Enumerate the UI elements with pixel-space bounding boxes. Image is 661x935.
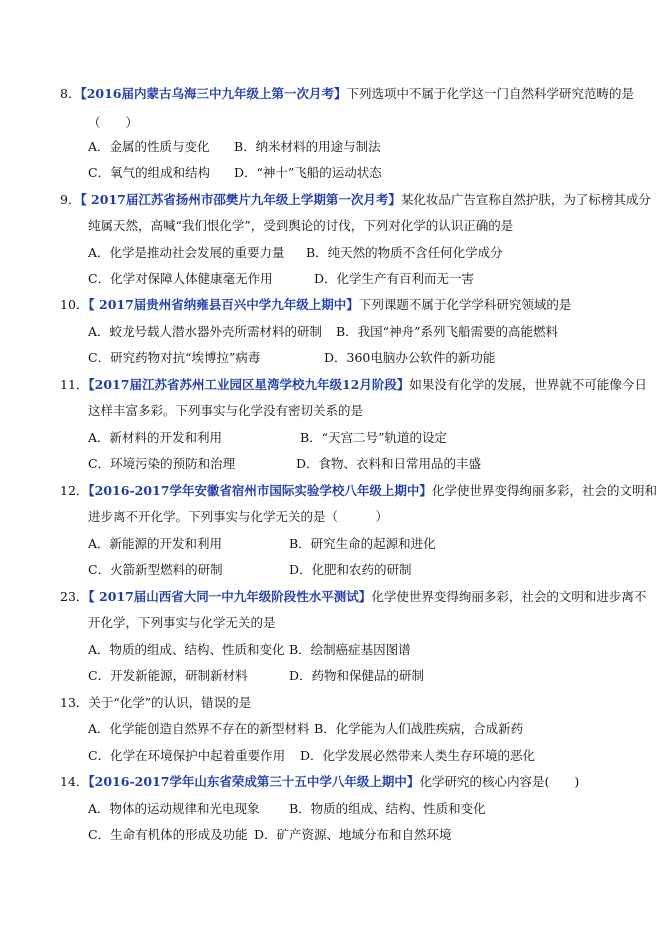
option-b: B．纳米材料的用途与制法 [234, 139, 381, 154]
answer-blank: （ ） [88, 115, 139, 130]
question-stem: 化学使世界变得绚丽多彩，社会的文明和 [431, 483, 657, 498]
option-a: A．新能源的开发和利用 [88, 536, 223, 551]
option-a: A．物质的组成、结构、性质和变化 [88, 642, 285, 657]
question-23 [60, 589, 647, 604]
question-10 [60, 298, 620, 311]
option-a: A．化学是推动社会发展的重要力量 [88, 245, 285, 260]
question-source: 【 2017届山西省大同一中九年级阶段性水平测试】 [88, 589, 372, 604]
option-d: D．360电脑办公软件的新功能 [324, 350, 496, 365]
option-d: D．“神十”飞船的运动状态 [234, 165, 382, 180]
option-b: B．我国“神舟”系列飞船需要的高能燃料 [336, 324, 558, 339]
question-source: 【 2017届江苏省扬州市邵樊片九年级上学期第一次月考】 [80, 192, 401, 207]
question-number: 8． [60, 86, 81, 101]
question-number: 9． [60, 192, 81, 207]
question-stem-continued: 纯属天然，高喊“我们恨化学”，受到舆论的讨伐，下列对化学的认识正确的是 [88, 218, 514, 233]
option-d: D．矿产资源、地域分布和自然环境 [254, 827, 452, 842]
question-stem: 关于“化学”的认识，错误的是 [88, 695, 252, 710]
option-c: C．生命有机体的形成及功能 [88, 827, 248, 842]
option-d: D．化学生产有百利而无一害 [314, 271, 475, 286]
question-8 [60, 86, 635, 101]
question-stem: 下列课题不属于化学学科研究领域的是 [358, 297, 572, 312]
question-13 [60, 696, 620, 709]
option-a: A．化学能创造自然界不存在的新型材料 [88, 721, 310, 736]
option-c: C．火箭新型燃料的研制 [88, 562, 223, 577]
question-number: 23． [60, 589, 89, 604]
question-stem-continued: 开化学，下列事实与化学无关的是 [88, 615, 276, 630]
option-a: A．物体的运动规律和光电现象 [88, 801, 260, 816]
question-stem: 如果没有化学的发展，世界就不可能像今日 [409, 377, 647, 392]
question-stem: 化学使世界变得绚丽多彩，社会的文明和进步离不 [371, 589, 647, 604]
question-source: 【2016-2017学年安徽省宿州市国际实验学校八年级上期中】 [88, 483, 432, 498]
option-c: C．环境污染的预防和治理 [88, 456, 236, 471]
question-14 [60, 775, 620, 788]
question-stem: 化学研究的核心内容是( ) [419, 774, 580, 789]
option-b: B．研究生命的起源和进化 [289, 536, 436, 551]
option-b: B．绘制癌症基因图谱 [289, 642, 411, 657]
question-source: 【2017届江苏省苏州工业园区星湾学校九年级12月阶段】 [88, 377, 410, 392]
option-a: A．金属的性质与变化 [88, 139, 210, 154]
option-c: C．研究药物对抗“埃博拉”病毒 [88, 350, 261, 365]
option-b: B．化学能为人们战胜疾病，合成新药 [314, 721, 524, 736]
option-b: B．“天宫二号”轨道的设定 [300, 430, 447, 445]
option-c: C．化学对保障人体健康毫无作用 [88, 271, 273, 286]
question-number: 14． [60, 774, 89, 789]
question-stem-continued: 这样丰富多彩。下列事实与化学没有密切关系的是 [88, 403, 364, 418]
question-number: 10． [60, 297, 89, 312]
question-12 [60, 483, 657, 498]
option-b: B．纯天然的物质不含任何化学成分 [306, 245, 503, 260]
question-source: 【 2017届贵州省纳雍县百兴中学九年级上期中】 [88, 297, 359, 312]
option-c: C．化学在环境保护中起着重要作用 [88, 748, 286, 763]
option-a: A．蛟龙号载人潜水器外壳所需材料的研制 [88, 324, 323, 339]
question-stem: 某化妆品广告宣称自然护肤，为了标榜其成分 [400, 192, 651, 207]
question-source: 【2016届内蒙古乌海三中九年级上第一次月考】 [80, 86, 347, 101]
option-d: D．食物、衣料和日常用品的丰盛 [296, 456, 482, 471]
option-d: D．化肥和农药的研制 [289, 562, 412, 577]
question-source: 【2016-2017学年山东省荣成第三十五中学八年级上期中】 [88, 774, 420, 789]
question-stem: 下列选项中不属于化学这一门自然科学研究范畴的是 [346, 86, 635, 101]
option-b: B．物质的组成、结构、性质和变化 [289, 801, 486, 816]
option-d: D．化学发展必然带来人类生存环境的恶化 [300, 748, 536, 763]
option-c: C．氧气的组成和结构 [88, 165, 211, 180]
option-d: D．药物和保健品的研制 [289, 668, 425, 683]
question-number: 12． [60, 483, 89, 498]
option-a: A．新材料的开发和利用 [88, 430, 223, 445]
question-9 [60, 192, 651, 207]
question-number: 11． [60, 377, 89, 392]
question-11 [60, 377, 647, 392]
option-c: C．开发新能源，研制新材料 [88, 668, 248, 683]
question-number: 13． [60, 695, 89, 710]
question-stem-continued: 进步离不开化学。下列事实与化学无关的是（ ） [88, 509, 389, 524]
